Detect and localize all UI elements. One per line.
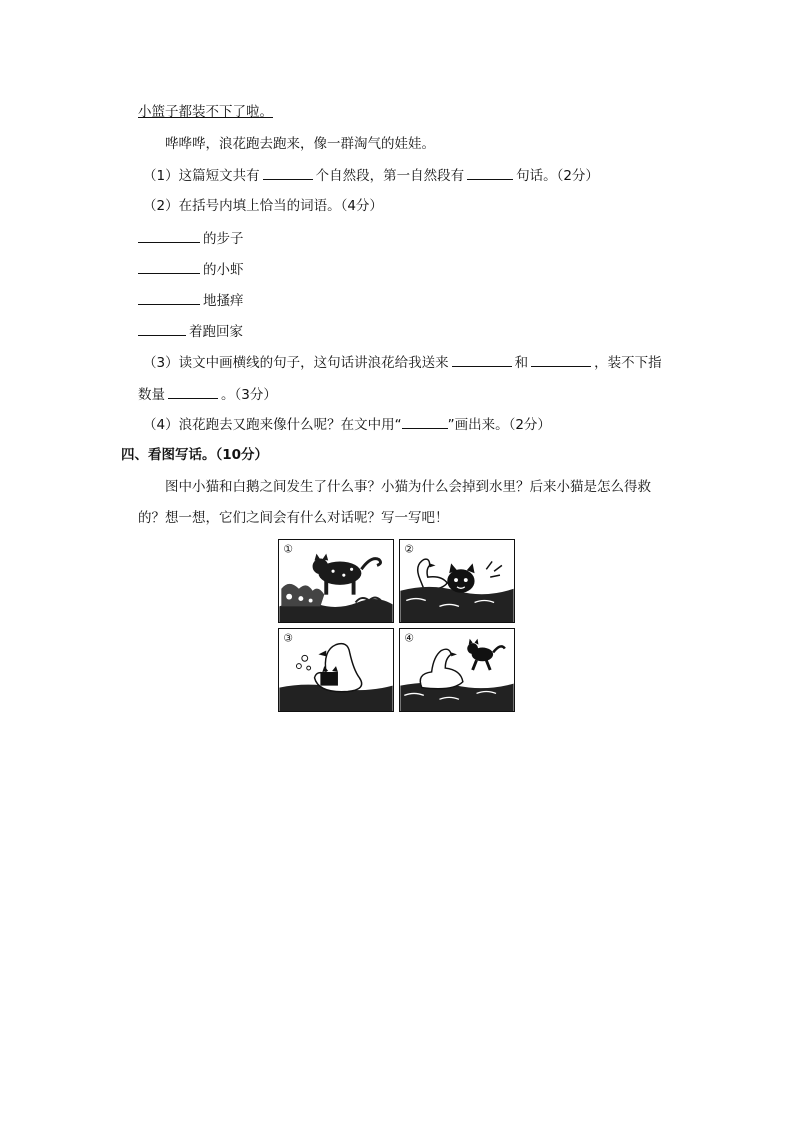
q1-blank-2[interactable] <box>467 166 513 180</box>
fill-blank-2[interactable] <box>138 260 200 274</box>
fill-item-2 <box>138 260 244 279</box>
question-3 <box>143 353 662 372</box>
fill-blank-4[interactable] <box>138 322 186 336</box>
panel-number-1: ① <box>283 542 293 556</box>
q3-part-c: ，装不下指 <box>594 355 662 371</box>
section-4-prompt-line-1: 图中小猫和白鹅之间发生了什么事？小猫为什么会掉到水里？后来小猫是怎么得救 <box>165 479 651 495</box>
q3-part-a: （3）读文中画横线的句子，这句话讲浪花给我送来 <box>143 355 449 371</box>
fill-blank-1[interactable] <box>138 229 200 243</box>
cat-in-water-icon <box>447 563 474 592</box>
comic-panel-4 <box>399 628 515 712</box>
question-2: （2）在括号内填上恰当的词语。（4分） <box>143 198 383 214</box>
q3-blank-1[interactable] <box>452 353 512 367</box>
question-3-continued <box>138 385 277 404</box>
panel-number-2: ② <box>404 542 414 556</box>
q3-part-e: 。（3分） <box>221 387 277 403</box>
passage-closing-sentence: 哗哗哗，浪花跑去跑来，像一群淘气的娃娃。 <box>165 136 435 152</box>
panel-number-4: ④ <box>404 631 414 645</box>
section-4-prompt-line-2: 的？想一想，它们之间会有什么对话呢？写一写吧！ <box>138 510 449 526</box>
q4-part-b: ”画出来。（2分） <box>447 417 551 433</box>
q3-part-d: 数量 <box>138 387 165 403</box>
comic-panel-3 <box>278 628 394 712</box>
cat-icon <box>313 554 381 595</box>
fill-item-4 <box>138 322 243 341</box>
section-4-heading: 四、看图写话。（10分） <box>121 447 269 463</box>
q1-part-b: 个自然段，第一自然段有 <box>315 168 465 184</box>
fill-item-1 <box>138 229 244 248</box>
q1-blank-1[interactable] <box>263 166 313 180</box>
q3-blank-3[interactable] <box>168 385 218 399</box>
fill-item-3 <box>138 291 244 310</box>
panel-number-3: ③ <box>283 631 293 645</box>
question-4 <box>143 415 551 434</box>
q4-part-a: （4）浪花跑去又跑来像什么呢？在文中用“ <box>143 417 402 433</box>
fill-label-4: 着跑回家 <box>189 324 243 340</box>
goose-icon <box>418 559 448 589</box>
comic-panel-2 <box>399 539 515 623</box>
fill-label-1: 的步子 <box>203 231 244 247</box>
q1-part-c: 句话。（2分） <box>516 168 599 184</box>
fill-blank-3[interactable] <box>138 291 200 305</box>
passage-underlined-sentence: 小篮子都装不下了啦。 <box>138 104 273 120</box>
fill-label-2: 的小虾 <box>203 262 244 278</box>
q3-part-b: 和 <box>514 355 529 371</box>
picture-story-comic <box>278 539 516 712</box>
comic-panel-1 <box>278 539 394 623</box>
fill-label-3: 地搔痒 <box>203 293 244 309</box>
question-1 <box>143 166 599 185</box>
q1-part-a: （1）这篇短文共有 <box>143 168 260 184</box>
q4-blank[interactable] <box>402 415 448 429</box>
cat-icon <box>467 639 505 670</box>
q3-blank-2[interactable] <box>531 353 591 367</box>
goose-icon <box>420 649 463 689</box>
